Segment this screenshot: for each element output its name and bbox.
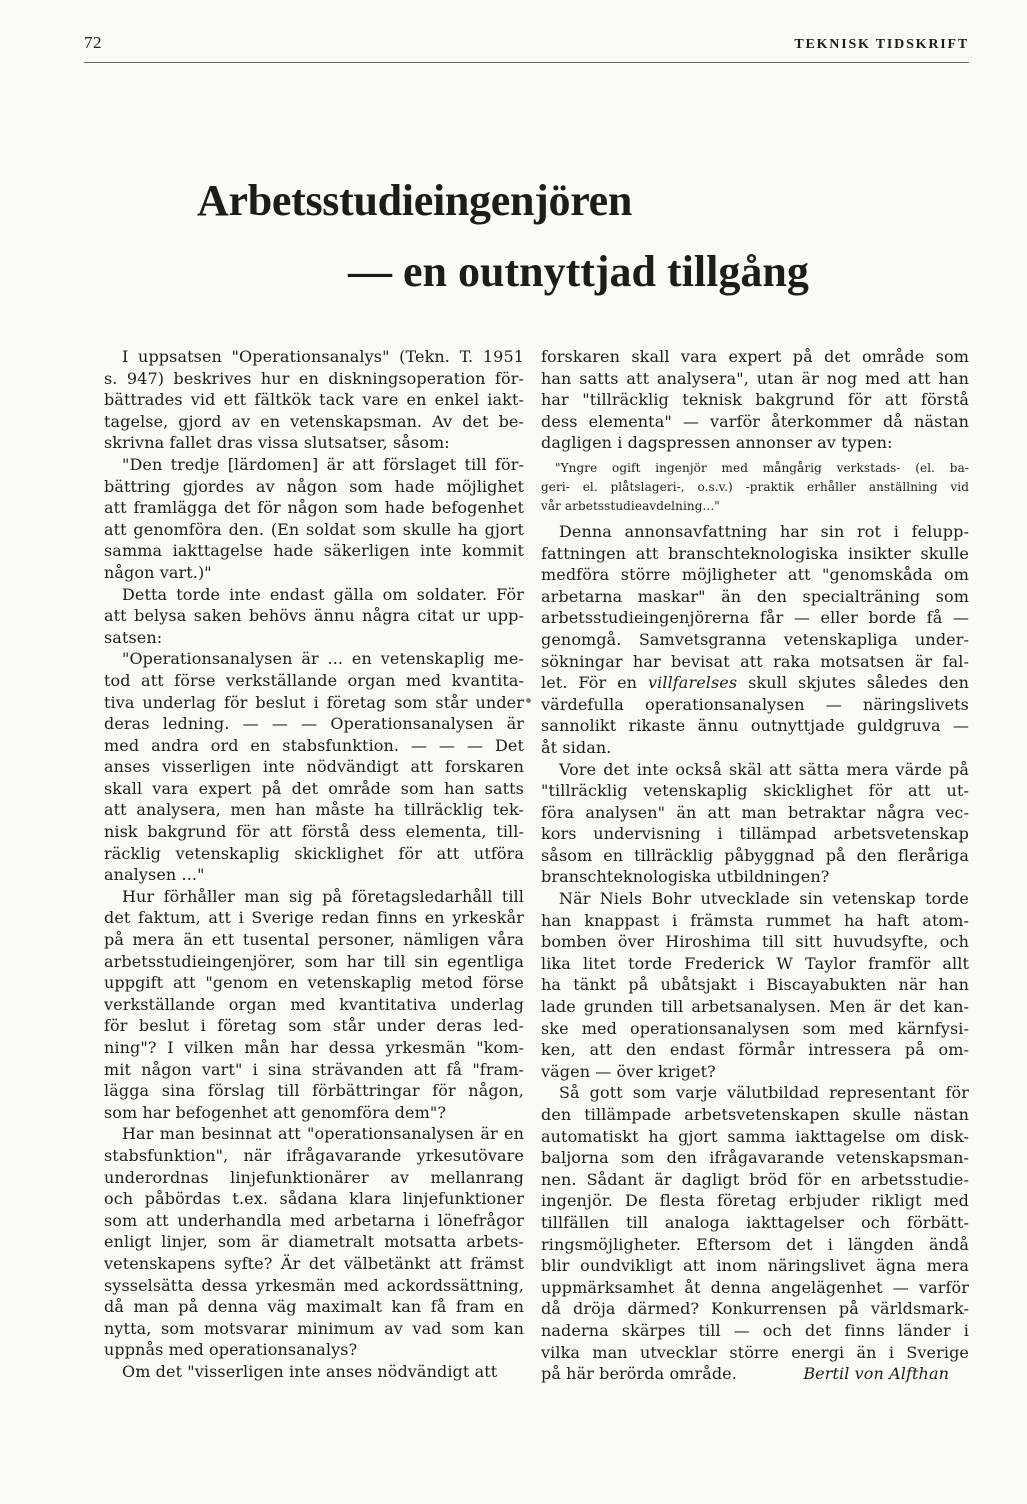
closing-line	[541, 1363, 969, 1385]
text-line: han knappast i främsta rummet ha haft atom-	[541, 910, 969, 930]
text-line: han satts att analysera", utan är nog med att han	[541, 368, 969, 388]
text-line: som har befogenhet att genomföra dem"?	[104, 1102, 447, 1122]
text-line: bomben över Hiroshima till sitt huvudsyfte, och	[541, 932, 969, 952]
text-line: satsen:	[104, 627, 163, 647]
text-line: ringsmöjligheter. Eftersom det i längden ändå	[541, 1234, 969, 1254]
text-line: forskaren skall vara expert på det område som	[541, 347, 969, 366]
text-line: underordnas linjefunktionärer av mellanrang	[104, 1167, 524, 1187]
text-line: såsom en tillräcklig påbyggnad på den fleråriga	[541, 845, 969, 865]
text-line: arbetsstudieingenjörer, som har till sin egentliga	[104, 951, 524, 971]
left-column	[104, 346, 524, 1383]
text-line: fattningen att branschteknologiska insikter skulle	[541, 543, 969, 563]
text-line: Vore det inte också skäl att sätta mera värde på	[559, 759, 969, 779]
text-line: värdefulla operationsanalysen — näringslivets	[541, 694, 969, 714]
text-line: Hur förhåller man sig på företagsledarhåll till	[122, 886, 524, 906]
text-line: ning"? I vilken mån har dessa yrkesmän "kom-	[104, 1038, 524, 1057]
text-line: När Niels Bohr utvecklade sin vetenskap torde	[559, 889, 969, 909]
text-line: naderna skärpes till — och det finns länder i	[541, 1320, 969, 1340]
text-line: har "tillräcklig teknisk bakgrund för att förstå	[541, 390, 969, 410]
text-line: ingenjör. De flesta företag erbjuder rikligt med	[541, 1191, 969, 1211]
text-line: uppnås med operationsanalys?	[104, 1340, 358, 1360]
text-line: "tillräcklig vetenskaplig skicklighet för att ut-	[541, 781, 969, 801]
text-line: Så gott som varje välutbildad representant för	[559, 1083, 969, 1103]
text-line: ske med operationsanalysen som med kärnfysi-	[541, 1018, 969, 1038]
text-line: skrivna fallet dras vissa slutsatser, såsom:	[104, 433, 450, 453]
text-line: vägen — över kriget?	[541, 1061, 716, 1081]
text-line: att genomföra den. (En soldat som skulle ha gjort	[104, 519, 524, 539]
text-line: deras ledning. — — — Operationsanalysen är	[104, 714, 524, 734]
text-line: någon vart.)"	[104, 562, 212, 582]
text-line: analysen ..."	[104, 865, 205, 885]
text-line: s. 947) beskrives hur en diskningsoperation för-	[104, 368, 524, 388]
text-line: dess elementa" — varför återkommer då nästan	[541, 411, 969, 431]
right-column	[541, 346, 969, 1385]
text-line: den tillämpade arbetsvetenskapen skulle nästan	[541, 1105, 969, 1124]
text-line: lägga sina förslag till förbättringar för någon,	[104, 1081, 524, 1101]
text-line: kors undervisning i tillämpad arbetsvetenskap	[541, 824, 969, 844]
text-line: baljorna som den ifrågavarande vetenskapsman-	[541, 1148, 969, 1168]
text-line: enligt linjer, som är diametralt motsatta arbets-	[104, 1232, 524, 1252]
final-text: på här berörda område.	[541, 1364, 737, 1384]
text-line: som att underhandla med arbetarna i lönefrågor	[104, 1210, 524, 1230]
article-subtitle: — en outnyttjad tillgång	[348, 247, 809, 296]
text-line: ha tänkt på ubåtsjakt i Biscayabukten när han	[541, 975, 969, 995]
text-line: föra analysen" än att man betraktar några vec-	[541, 802, 969, 822]
author-signature: Bertil von Alfthan	[803, 1364, 949, 1384]
text-line: branschteknologiska utbildningen?	[541, 867, 830, 887]
text-line: det faktum, att i Sverige redan finns en yrkeskår	[104, 908, 524, 928]
text-line: Denna annonsavfattning har sin rot i felupp-	[559, 521, 969, 541]
text-line: nisk bakgrund för att förstå dess elementa, till-	[104, 822, 524, 842]
text-line: Om det "visserligen inte anses nödvändigt att	[122, 1361, 498, 1381]
text-line: att framlägga det för någon som hade befogenhet	[104, 498, 524, 518]
text-line: nytta, som motsvarar minimum av vad som kan	[104, 1318, 524, 1338]
text-line: vilka man utvecklar större energi än i Sverige	[541, 1342, 969, 1362]
text-line: mit någon vart" i sina strävanden att få "fram-	[104, 1059, 524, 1079]
text-line: på mera än ett tusental personer, nämligen våra	[104, 930, 524, 950]
text-line: skall vara expert på det område som han satts	[104, 778, 524, 798]
text-line: lika litet torde Frederick W Taylor framför allt	[541, 953, 969, 973]
page-number: 72	[84, 33, 102, 52]
running-head: TEKNISK TIDSKRIFT	[794, 37, 969, 52]
text-line: åt sidan.	[541, 737, 612, 757]
header-rule	[84, 62, 969, 63]
text-line: "Operationsanalysen är ... en vetenskaplig me-	[122, 649, 524, 669]
text-line: bättring gjordes av någon som hade möjlighet	[104, 476, 524, 496]
text-line: sysselsätta dessa yrkesmän med ackordssättning,	[104, 1275, 524, 1295]
text-line: räcklig vetenskaplig skicklighet för att utföra	[104, 843, 524, 863]
text-line: sannolikt rikaste ännu outnyttjade guldgruva —	[541, 716, 969, 736]
text-line: stabsfunktion", när ifrågavarande yrkesutövare	[104, 1145, 524, 1165]
text-line: nen. Sådant är dagligt bröd för en arbetsstudie-	[541, 1169, 969, 1189]
text-line: att belysa saken behövs ännu några citat ur upp-	[104, 606, 524, 626]
text-fragment: skull skjutes således den	[737, 673, 969, 693]
text-line: vetenskapens syfte? Är det välbetänkt att främst	[104, 1253, 524, 1273]
text-line: att analysera, men han måste ha tillräcklig tek-	[104, 800, 524, 820]
page-header	[84, 33, 969, 61]
text-line: tillfällen till analoga iakttagelser och förbätt-	[541, 1212, 969, 1232]
text-line: för beslut i företag som står under deras led-	[104, 1016, 524, 1036]
text-line: anses visserligen inte nödvändigt att forskaren	[104, 757, 524, 777]
text-line: sökningar har bevisat att raka motsatsen är fal-	[541, 651, 969, 671]
text-line	[541, 672, 969, 694]
text-line: ken, att den endast förmår intressera på om-	[541, 1040, 969, 1060]
text-line: samma iakttagelse hade säkerligen inte kommit	[104, 541, 524, 561]
text-line: tiva underlag för beslut i företag som står under	[104, 692, 524, 712]
text-line: uppgift att "genom en vetenskaplig metod förse	[104, 973, 524, 993]
text-line: dagligen i dagspressen annonser av typen:	[541, 433, 893, 453]
text-line: verkställande organ med kvantitativa underlag	[104, 994, 524, 1014]
text-line: tagelse, gjord av en vetenskapsman. Av det be-	[104, 411, 524, 431]
text-line: arbetsstudieingenjörerna får — eller borde få —	[541, 608, 969, 628]
text-line: medföra större möjligheter att "genomskåda om	[541, 565, 969, 585]
article-title: Arbetsstudieingenjören	[197, 176, 633, 225]
text-line: bättrades vid ett fältkök tack vare en enkel iakt-	[104, 390, 524, 410]
ad-quote-line: geri- el. plåtslageri-, o.s.v.) -praktik erhåller anställning vid	[541, 479, 969, 494]
text-line: lade grunden till arbetsanalysen. Men är det kan-	[541, 997, 969, 1017]
text-line: uppmärksamhet åt denna angelägenhet — varför	[541, 1277, 969, 1297]
text-line: tod att förse verkställande organ med kvantita-	[104, 670, 524, 690]
text-line: Detta torde inte endast gälla om soldater. För	[122, 584, 524, 604]
ad-quote-line: vår arbetsstudieavdelning..."	[541, 498, 720, 513]
text-line: Har man besinnat att "operationsanalysen är en	[122, 1124, 524, 1144]
text-line: och påbördas t.ex. sådana klara linjefunktioner	[104, 1189, 524, 1209]
text-line: då man på denna väg maximalt kan få fram en	[104, 1297, 524, 1317]
text-line: arbetarna maskar" än den specialträning som	[541, 586, 969, 606]
margin-dot	[526, 698, 531, 703]
text-fragment: let. För en	[541, 673, 648, 693]
text-line: "Den tredje [lärdomen] är att förslaget till för-	[122, 454, 524, 474]
ad-quote-line: "Yngre ogift ingenjör med mångårig verkstads- (el. ba-	[555, 460, 969, 475]
text-line: automatiskt ha gjort samma iakttagelse om disk-	[541, 1126, 969, 1146]
text-line: I uppsatsen "Operationsanalys" (Tekn. T. 1951	[122, 347, 524, 366]
text-line: genomgå. Samvetsgranna vetenskapliga under-	[541, 629, 969, 649]
emphasis-word: villfarelses	[648, 673, 738, 693]
text-line: då dröja därmed? Konkurrensen på världsmark-	[541, 1299, 969, 1319]
text-line: med andra ord en stabsfunktion. — — — Det	[104, 735, 524, 755]
text-line: blir oundvikligt att inom näringslivet ägna mera	[541, 1256, 969, 1276]
